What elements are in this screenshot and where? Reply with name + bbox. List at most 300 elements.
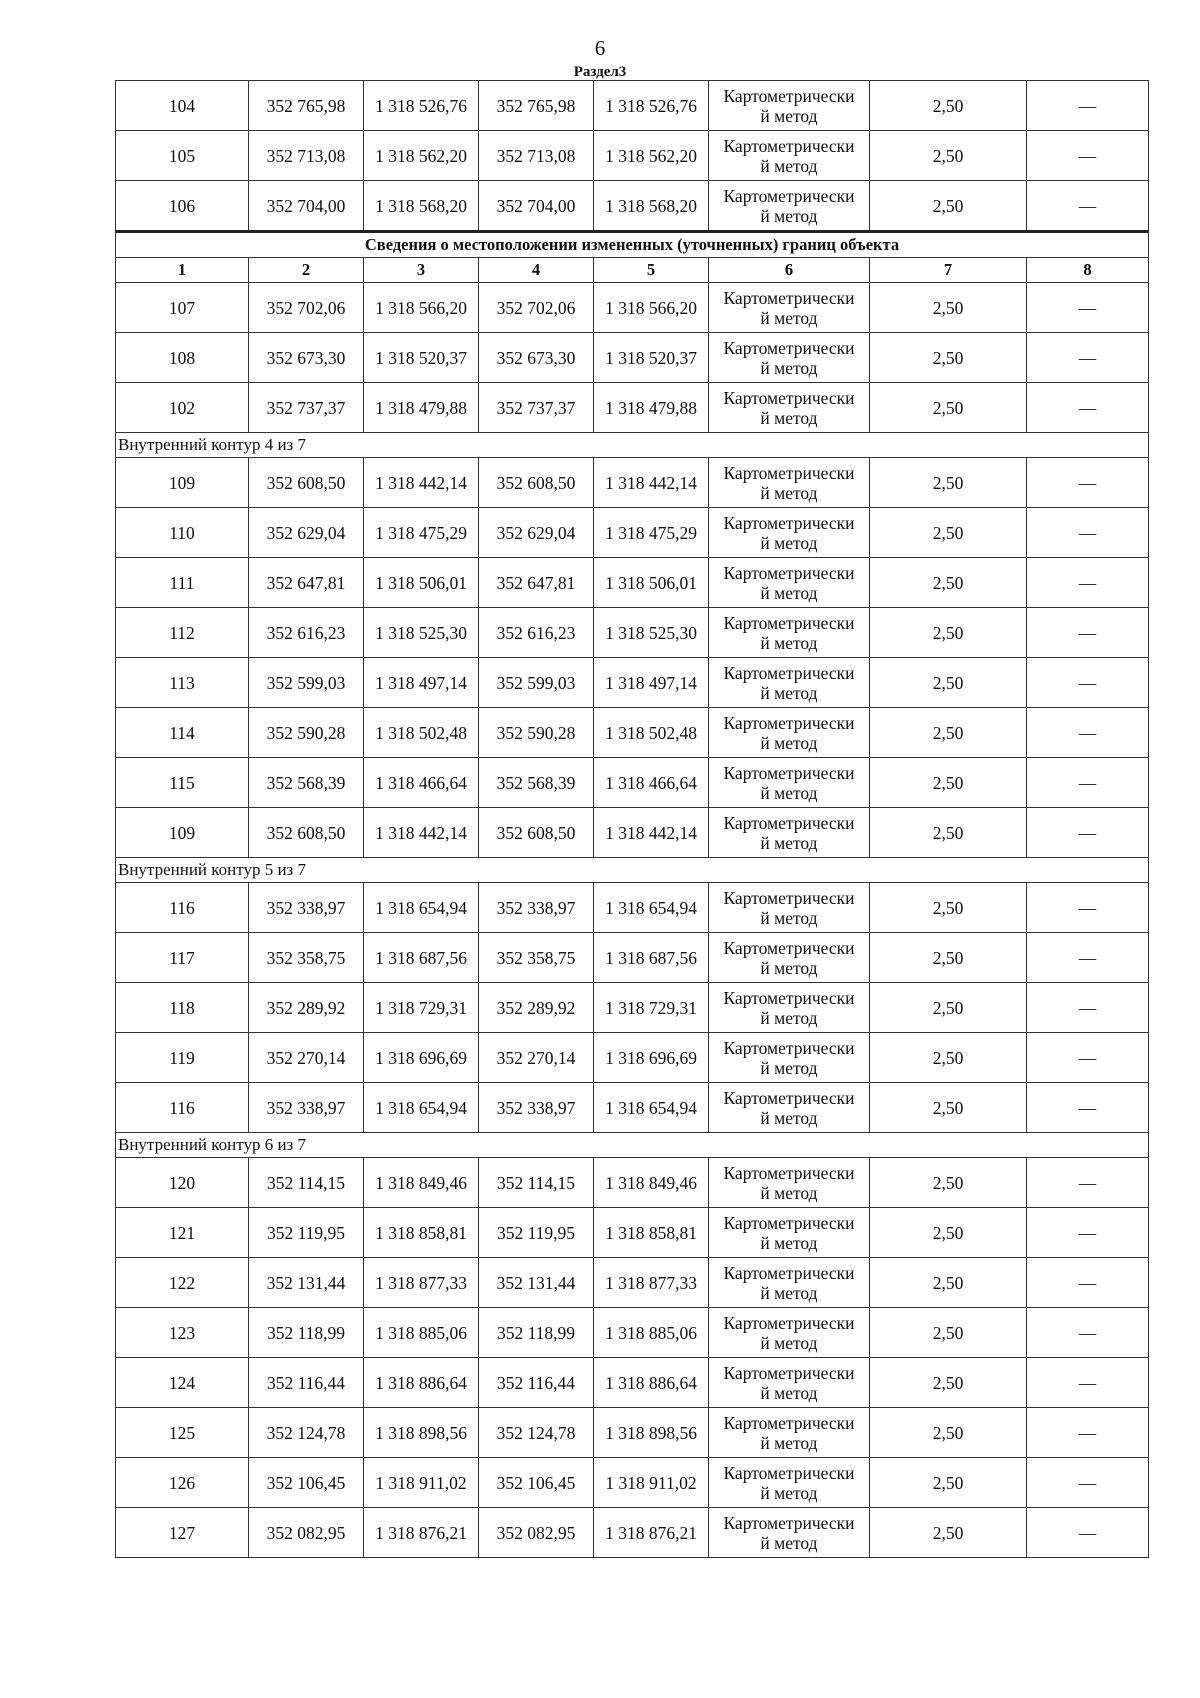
x-old-cell: 352 338,97 bbox=[249, 883, 364, 933]
method-cell bbox=[709, 1358, 870, 1408]
method-cell bbox=[709, 283, 870, 333]
y-old-cell: 1 318 442,14 bbox=[364, 458, 479, 508]
y-new-cell: 1 318 497,14 bbox=[594, 658, 709, 708]
y-old-cell: 1 318 654,94 bbox=[364, 1083, 479, 1133]
x-old-cell: 352 114,15 bbox=[249, 1158, 364, 1208]
precision-cell: 2,50 bbox=[870, 181, 1027, 232]
table-row bbox=[116, 333, 1149, 383]
method-line: й метод bbox=[760, 532, 818, 553]
point-number-cell: 105 bbox=[116, 131, 249, 181]
y-new-cell: 1 318 506,01 bbox=[594, 558, 709, 608]
contour-label-row bbox=[116, 858, 1149, 883]
method-line: Картометрически bbox=[723, 1162, 855, 1183]
table-row bbox=[116, 883, 1149, 933]
x-new-cell: 352 270,14 bbox=[479, 1033, 594, 1083]
y-old-cell: 1 318 849,46 bbox=[364, 1158, 479, 1208]
y-old-cell: 1 318 729,31 bbox=[364, 983, 479, 1033]
method-line: й метод bbox=[760, 1382, 818, 1403]
x-old-cell: 352 673,30 bbox=[249, 333, 364, 383]
method-line: й метод bbox=[760, 632, 818, 653]
method-line: Картометрически bbox=[723, 1262, 855, 1283]
method-cell bbox=[709, 1083, 870, 1133]
precision-cell: 2,50 bbox=[870, 1508, 1027, 1558]
x-new-cell: 352 765,98 bbox=[479, 81, 594, 131]
precision-cell: 2,50 bbox=[870, 658, 1027, 708]
precision-cell: 2,50 bbox=[870, 808, 1027, 858]
block-heading: Сведения о местоположении измененных (уточненных) границ объекта bbox=[116, 232, 1149, 258]
method-cell bbox=[709, 1458, 870, 1508]
description-cell: — bbox=[1027, 558, 1149, 608]
precision-cell: 2,50 bbox=[870, 1083, 1027, 1133]
y-new-cell: 1 318 885,06 bbox=[594, 1308, 709, 1358]
description-cell: — bbox=[1027, 608, 1149, 658]
description-cell: — bbox=[1027, 1358, 1149, 1408]
x-new-cell: 352 114,15 bbox=[479, 1158, 594, 1208]
column-number: 2 bbox=[249, 258, 364, 283]
precision-cell: 2,50 bbox=[870, 1258, 1027, 1308]
y-old-cell: 1 318 898,56 bbox=[364, 1408, 479, 1458]
method-line: Картометрически bbox=[723, 387, 855, 408]
point-number-cell: 113 bbox=[116, 658, 249, 708]
table-row bbox=[116, 458, 1149, 508]
y-old-cell: 1 318 562,20 bbox=[364, 131, 479, 181]
method-line: й метод bbox=[760, 1332, 818, 1353]
precision-cell: 2,50 bbox=[870, 131, 1027, 181]
column-number: 5 bbox=[594, 258, 709, 283]
precision-cell: 2,50 bbox=[870, 933, 1027, 983]
point-number-cell: 108 bbox=[116, 333, 249, 383]
x-old-cell: 352 119,95 bbox=[249, 1208, 364, 1258]
description-cell: — bbox=[1027, 508, 1149, 558]
method-line: Картометрически bbox=[723, 662, 855, 683]
description-cell: — bbox=[1027, 383, 1149, 433]
method-line: й метод bbox=[760, 1057, 818, 1078]
table-row bbox=[116, 708, 1149, 758]
x-new-cell: 352 106,45 bbox=[479, 1458, 594, 1508]
method-line: Картометрически bbox=[723, 887, 855, 908]
point-number-cell: 119 bbox=[116, 1033, 249, 1083]
method-line: Картометрически bbox=[723, 712, 855, 733]
method-cell bbox=[709, 558, 870, 608]
method-cell bbox=[709, 181, 870, 232]
point-number-cell: 125 bbox=[116, 1408, 249, 1458]
method-cell bbox=[709, 1408, 870, 1458]
y-old-cell: 1 318 566,20 bbox=[364, 283, 479, 333]
precision-cell: 2,50 bbox=[870, 608, 1027, 658]
x-new-cell: 352 338,97 bbox=[479, 1083, 594, 1133]
y-old-cell: 1 318 479,88 bbox=[364, 383, 479, 433]
table-row bbox=[116, 283, 1149, 333]
description-cell: — bbox=[1027, 1258, 1149, 1308]
method-line: Картометрически bbox=[723, 1512, 855, 1533]
method-line: й метод bbox=[760, 205, 818, 226]
page-number: 6 bbox=[594, 36, 606, 60]
point-number-cell: 118 bbox=[116, 983, 249, 1033]
description-cell: — bbox=[1027, 181, 1149, 232]
point-number-cell: 109 bbox=[116, 808, 249, 858]
description-cell: — bbox=[1027, 933, 1149, 983]
precision-cell: 2,50 bbox=[870, 283, 1027, 333]
method-cell bbox=[709, 1258, 870, 1308]
table-row bbox=[116, 758, 1149, 808]
precision-cell: 2,50 bbox=[870, 1458, 1027, 1508]
method-line: й метод bbox=[760, 732, 818, 753]
x-new-cell: 352 568,39 bbox=[479, 758, 594, 808]
table-row bbox=[116, 383, 1149, 433]
method-line: й метод bbox=[760, 1532, 818, 1553]
y-new-cell: 1 318 442,14 bbox=[594, 808, 709, 858]
y-old-cell: 1 318 475,29 bbox=[364, 508, 479, 558]
method-cell bbox=[709, 1033, 870, 1083]
description-cell: — bbox=[1027, 131, 1149, 181]
method-cell bbox=[709, 333, 870, 383]
description-cell: — bbox=[1027, 808, 1149, 858]
table-row bbox=[116, 1358, 1149, 1408]
y-new-cell: 1 318 696,69 bbox=[594, 1033, 709, 1083]
contour-label: Внутренний контур 6 из 7 bbox=[116, 1133, 1149, 1158]
y-new-cell: 1 318 654,94 bbox=[594, 883, 709, 933]
table-row bbox=[116, 131, 1149, 181]
method-cell bbox=[709, 383, 870, 433]
method-cell bbox=[709, 508, 870, 558]
precision-cell: 2,50 bbox=[870, 81, 1027, 131]
x-new-cell: 352 590,28 bbox=[479, 708, 594, 758]
x-old-cell: 352 599,03 bbox=[249, 658, 364, 708]
y-new-cell: 1 318 525,30 bbox=[594, 608, 709, 658]
method-line: Картометрически bbox=[723, 1037, 855, 1058]
method-line: Картометрически bbox=[723, 1312, 855, 1333]
table-row bbox=[116, 1408, 1149, 1458]
precision-cell: 2,50 bbox=[870, 1033, 1027, 1083]
method-line: Картометрически bbox=[723, 1087, 855, 1108]
table-row bbox=[116, 1158, 1149, 1208]
x-old-cell: 352 765,98 bbox=[249, 81, 364, 131]
y-old-cell: 1 318 502,48 bbox=[364, 708, 479, 758]
contour-label-row bbox=[116, 433, 1149, 458]
method-line: Картометрически bbox=[723, 762, 855, 783]
y-old-cell: 1 318 885,06 bbox=[364, 1308, 479, 1358]
y-new-cell: 1 318 876,21 bbox=[594, 1508, 709, 1558]
x-new-cell: 352 119,95 bbox=[479, 1208, 594, 1258]
x-new-cell: 352 082,95 bbox=[479, 1508, 594, 1558]
description-cell: — bbox=[1027, 1083, 1149, 1133]
x-new-cell: 352 616,23 bbox=[479, 608, 594, 658]
y-new-cell: 1 318 562,20 bbox=[594, 131, 709, 181]
y-new-cell: 1 318 502,48 bbox=[594, 708, 709, 758]
precision-cell: 2,50 bbox=[870, 983, 1027, 1033]
description-cell: — bbox=[1027, 883, 1149, 933]
x-old-cell: 352 590,28 bbox=[249, 708, 364, 758]
description-cell: — bbox=[1027, 1208, 1149, 1258]
y-new-cell: 1 318 466,64 bbox=[594, 758, 709, 808]
method-line: Картометрически bbox=[723, 287, 855, 308]
method-line: й метод bbox=[760, 1182, 818, 1203]
x-new-cell: 352 289,92 bbox=[479, 983, 594, 1033]
y-new-cell: 1 318 849,46 bbox=[594, 1158, 709, 1208]
precision-cell: 2,50 bbox=[870, 758, 1027, 808]
method-line: й метод bbox=[760, 105, 818, 126]
table-row bbox=[116, 1083, 1149, 1133]
method-line: й метод bbox=[760, 357, 818, 378]
column-number: 7 bbox=[870, 258, 1027, 283]
y-old-cell: 1 318 886,64 bbox=[364, 1358, 479, 1408]
table-row bbox=[116, 558, 1149, 608]
description-cell: — bbox=[1027, 1458, 1149, 1508]
description-cell: — bbox=[1027, 758, 1149, 808]
description-cell: — bbox=[1027, 1308, 1149, 1358]
method-line: Картометрически bbox=[723, 937, 855, 958]
y-old-cell: 1 318 466,64 bbox=[364, 758, 479, 808]
contour-label-row bbox=[116, 1133, 1149, 1158]
precision-cell: 2,50 bbox=[870, 558, 1027, 608]
table-row bbox=[116, 1458, 1149, 1508]
method-line: й метод bbox=[760, 957, 818, 978]
y-new-cell: 1 318 898,56 bbox=[594, 1408, 709, 1458]
method-line: Картометрически bbox=[723, 462, 855, 483]
method-cell bbox=[709, 708, 870, 758]
column-number-row bbox=[116, 258, 1149, 283]
y-old-cell: 1 318 687,56 bbox=[364, 933, 479, 983]
method-cell bbox=[709, 1508, 870, 1558]
point-number-cell: 121 bbox=[116, 1208, 249, 1258]
table-row bbox=[116, 1308, 1149, 1358]
method-line: й метод bbox=[760, 582, 818, 603]
method-line: й метод bbox=[760, 682, 818, 703]
column-number: 8 bbox=[1027, 258, 1149, 283]
table-row bbox=[116, 1033, 1149, 1083]
precision-cell: 2,50 bbox=[870, 1158, 1027, 1208]
precision-cell: 2,50 bbox=[870, 508, 1027, 558]
point-number-cell: 107 bbox=[116, 283, 249, 333]
table-row bbox=[116, 658, 1149, 708]
method-line: й метод bbox=[760, 1482, 818, 1503]
x-old-cell: 352 116,44 bbox=[249, 1358, 364, 1408]
y-old-cell: 1 318 696,69 bbox=[364, 1033, 479, 1083]
method-line: й метод bbox=[760, 1282, 818, 1303]
y-old-cell: 1 318 520,37 bbox=[364, 333, 479, 383]
y-old-cell: 1 318 526,76 bbox=[364, 81, 479, 131]
y-new-cell: 1 318 911,02 bbox=[594, 1458, 709, 1508]
precision-cell: 2,50 bbox=[870, 1308, 1027, 1358]
table-row bbox=[116, 181, 1149, 232]
y-old-cell: 1 318 858,81 bbox=[364, 1208, 479, 1258]
precision-cell: 2,50 bbox=[870, 708, 1027, 758]
method-cell bbox=[709, 81, 870, 131]
method-line: й метод bbox=[760, 155, 818, 176]
x-old-cell: 352 568,39 bbox=[249, 758, 364, 808]
point-number-cell: 102 bbox=[116, 383, 249, 433]
table-row bbox=[116, 983, 1149, 1033]
x-old-cell: 352 289,92 bbox=[249, 983, 364, 1033]
x-old-cell: 352 118,99 bbox=[249, 1308, 364, 1358]
point-number-cell: 116 bbox=[116, 883, 249, 933]
method-cell bbox=[709, 808, 870, 858]
contour-label: Внутренний контур 5 из 7 bbox=[116, 858, 1149, 883]
y-old-cell: 1 318 877,33 bbox=[364, 1258, 479, 1308]
y-new-cell: 1 318 475,29 bbox=[594, 508, 709, 558]
precision-cell: 2,50 bbox=[870, 883, 1027, 933]
y-new-cell: 1 318 566,20 bbox=[594, 283, 709, 333]
method-cell bbox=[709, 1158, 870, 1208]
x-new-cell: 352 124,78 bbox=[479, 1408, 594, 1458]
x-new-cell: 352 647,81 bbox=[479, 558, 594, 608]
column-number: 4 bbox=[479, 258, 594, 283]
x-old-cell: 352 082,95 bbox=[249, 1508, 364, 1558]
x-new-cell: 352 599,03 bbox=[479, 658, 594, 708]
method-line: Картометрически bbox=[723, 612, 855, 633]
column-number: 1 bbox=[116, 258, 249, 283]
method-line: Картометрически bbox=[723, 185, 855, 206]
method-line: й метод bbox=[760, 907, 818, 928]
method-line: й метод bbox=[760, 782, 818, 803]
method-cell bbox=[709, 608, 870, 658]
x-new-cell: 352 629,04 bbox=[479, 508, 594, 558]
y-new-cell: 1 318 568,20 bbox=[594, 181, 709, 232]
precision-cell: 2,50 bbox=[870, 333, 1027, 383]
y-new-cell: 1 318 858,81 bbox=[594, 1208, 709, 1258]
method-line: Картометрически bbox=[723, 512, 855, 533]
point-number-cell: 115 bbox=[116, 758, 249, 808]
y-new-cell: 1 318 654,94 bbox=[594, 1083, 709, 1133]
y-old-cell: 1 318 506,01 bbox=[364, 558, 479, 608]
table-row bbox=[116, 1258, 1149, 1308]
y-old-cell: 1 318 568,20 bbox=[364, 181, 479, 232]
method-cell bbox=[709, 658, 870, 708]
point-number-cell: 116 bbox=[116, 1083, 249, 1133]
method-cell bbox=[709, 1208, 870, 1258]
method-line: й метод bbox=[760, 1232, 818, 1253]
point-number-cell: 124 bbox=[116, 1358, 249, 1408]
point-number-cell: 117 bbox=[116, 933, 249, 983]
y-new-cell: 1 318 877,33 bbox=[594, 1258, 709, 1308]
method-line: Картометрически bbox=[723, 1212, 855, 1233]
x-new-cell: 352 608,50 bbox=[479, 808, 594, 858]
description-cell: — bbox=[1027, 658, 1149, 708]
y-new-cell: 1 318 520,37 bbox=[594, 333, 709, 383]
x-old-cell: 352 647,81 bbox=[249, 558, 364, 608]
point-number-cell: 127 bbox=[116, 1508, 249, 1558]
column-number: 6 bbox=[709, 258, 870, 283]
y-old-cell: 1 318 525,30 bbox=[364, 608, 479, 658]
x-old-cell: 352 616,23 bbox=[249, 608, 364, 658]
x-new-cell: 352 116,44 bbox=[479, 1358, 594, 1408]
x-old-cell: 352 124,78 bbox=[249, 1408, 364, 1458]
y-new-cell: 1 318 687,56 bbox=[594, 933, 709, 983]
y-old-cell: 1 318 497,14 bbox=[364, 658, 479, 708]
y-new-cell: 1 318 479,88 bbox=[594, 383, 709, 433]
method-cell bbox=[709, 983, 870, 1033]
point-number-cell: 120 bbox=[116, 1158, 249, 1208]
precision-cell: 2,50 bbox=[870, 1358, 1027, 1408]
x-old-cell: 352 737,37 bbox=[249, 383, 364, 433]
y-new-cell: 1 318 886,64 bbox=[594, 1358, 709, 1408]
table-row bbox=[116, 81, 1149, 131]
method-cell bbox=[709, 758, 870, 808]
x-old-cell: 352 608,50 bbox=[249, 808, 364, 858]
method-line: Картометрически bbox=[723, 987, 855, 1008]
method-line: Картометрически bbox=[723, 562, 855, 583]
method-line: й метод bbox=[760, 832, 818, 853]
point-number-cell: 123 bbox=[116, 1308, 249, 1358]
x-new-cell: 352 608,50 bbox=[479, 458, 594, 508]
method-line: Картометрически bbox=[723, 85, 855, 106]
x-old-cell: 352 338,97 bbox=[249, 1083, 364, 1133]
section-title: Раздел3 bbox=[573, 64, 627, 80]
x-new-cell: 352 118,99 bbox=[479, 1308, 594, 1358]
precision-cell: 2,50 bbox=[870, 383, 1027, 433]
method-line: й метод bbox=[760, 1432, 818, 1453]
method-cell bbox=[709, 131, 870, 181]
point-number-cell: 106 bbox=[116, 181, 249, 232]
method-line: й метод bbox=[760, 1007, 818, 1028]
y-new-cell: 1 318 729,31 bbox=[594, 983, 709, 1033]
y-old-cell: 1 318 654,94 bbox=[364, 883, 479, 933]
table-row bbox=[116, 933, 1149, 983]
method-cell bbox=[709, 883, 870, 933]
point-number-cell: 110 bbox=[116, 508, 249, 558]
x-old-cell: 352 608,50 bbox=[249, 458, 364, 508]
y-new-cell: 1 318 442,14 bbox=[594, 458, 709, 508]
description-cell: — bbox=[1027, 708, 1149, 758]
description-cell: — bbox=[1027, 333, 1149, 383]
description-cell: — bbox=[1027, 1158, 1149, 1208]
x-old-cell: 352 270,14 bbox=[249, 1033, 364, 1083]
point-number-cell: 109 bbox=[116, 458, 249, 508]
point-number-cell: 122 bbox=[116, 1258, 249, 1308]
y-old-cell: 1 318 876,21 bbox=[364, 1508, 479, 1558]
description-cell: — bbox=[1027, 1508, 1149, 1558]
point-number-cell: 114 bbox=[116, 708, 249, 758]
x-old-cell: 352 713,08 bbox=[249, 131, 364, 181]
column-number: 3 bbox=[364, 258, 479, 283]
method-cell bbox=[709, 933, 870, 983]
table-row bbox=[116, 1208, 1149, 1258]
point-number-cell: 126 bbox=[116, 1458, 249, 1508]
description-cell: — bbox=[1027, 1033, 1149, 1083]
method-line: Картометрически bbox=[723, 1362, 855, 1383]
method-line: Картометрически bbox=[723, 1462, 855, 1483]
description-cell: — bbox=[1027, 458, 1149, 508]
y-new-cell: 1 318 526,76 bbox=[594, 81, 709, 131]
precision-cell: 2,50 bbox=[870, 1208, 1027, 1258]
x-old-cell: 352 106,45 bbox=[249, 1458, 364, 1508]
contour-label: Внутренний контур 4 из 7 bbox=[116, 433, 1149, 458]
precision-cell: 2,50 bbox=[870, 1408, 1027, 1458]
point-number-cell: 104 bbox=[116, 81, 249, 131]
table-row bbox=[116, 508, 1149, 558]
description-cell: — bbox=[1027, 983, 1149, 1033]
method-line: Картометрически bbox=[723, 1412, 855, 1433]
x-old-cell: 352 358,75 bbox=[249, 933, 364, 983]
point-number-cell: 112 bbox=[116, 608, 249, 658]
x-new-cell: 352 673,30 bbox=[479, 333, 594, 383]
x-old-cell: 352 704,00 bbox=[249, 181, 364, 232]
x-new-cell: 352 713,08 bbox=[479, 131, 594, 181]
x-old-cell: 352 131,44 bbox=[249, 1258, 364, 1308]
x-new-cell: 352 737,37 bbox=[479, 383, 594, 433]
method-line: й метод bbox=[760, 482, 818, 503]
x-new-cell: 352 131,44 bbox=[479, 1258, 594, 1308]
block-heading-row bbox=[116, 232, 1149, 258]
table-row bbox=[116, 1508, 1149, 1558]
x-old-cell: 352 702,06 bbox=[249, 283, 364, 333]
method-line: й метод bbox=[760, 1107, 818, 1128]
precision-cell: 2,50 bbox=[870, 458, 1027, 508]
description-cell: — bbox=[1027, 1408, 1149, 1458]
table-row bbox=[116, 608, 1149, 658]
x-new-cell: 352 358,75 bbox=[479, 933, 594, 983]
y-old-cell: 1 318 442,14 bbox=[364, 808, 479, 858]
